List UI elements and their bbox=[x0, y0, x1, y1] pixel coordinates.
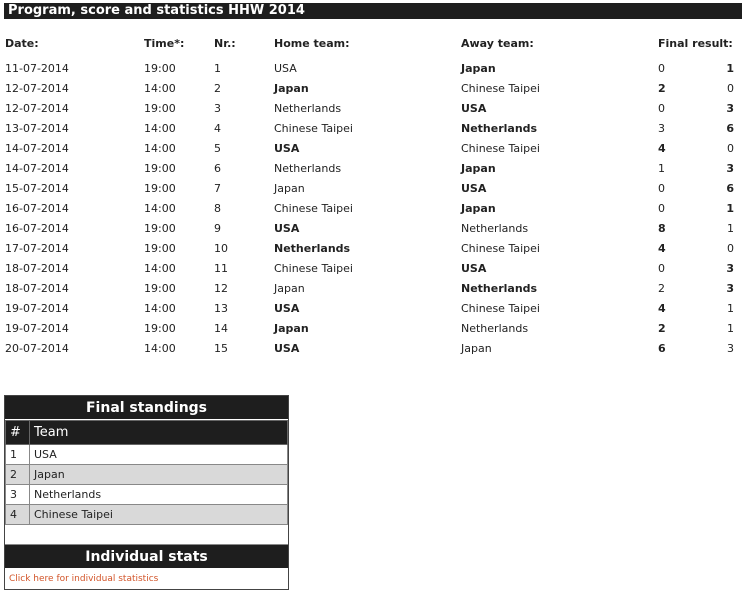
game-away-team: Netherlands bbox=[461, 322, 529, 335]
game-date: 12-07-2014 bbox=[5, 82, 69, 95]
table-row bbox=[0, 82, 742, 102]
game-date: 18-07-2014 bbox=[5, 262, 69, 275]
table-row bbox=[0, 122, 742, 142]
game-time: 14:00 bbox=[144, 202, 176, 215]
standings-team: Chinese Taipei bbox=[30, 505, 288, 525]
game-number: 6 bbox=[214, 162, 221, 175]
game-away-team: USA bbox=[461, 182, 487, 195]
game-home-team: USA bbox=[274, 342, 300, 355]
game-date: 17-07-2014 bbox=[5, 242, 69, 255]
table-row bbox=[0, 282, 742, 302]
game-time: 19:00 bbox=[144, 102, 176, 115]
game-home-team: USA bbox=[274, 302, 300, 315]
game-number: 5 bbox=[214, 142, 221, 155]
game-home-score: 2 bbox=[658, 322, 666, 335]
game-number: 1 bbox=[214, 62, 221, 75]
game-number: 13 bbox=[214, 302, 228, 315]
game-home-team: Chinese Taipei bbox=[274, 262, 353, 275]
game-home-team: USA bbox=[274, 62, 297, 75]
game-away-score: 1 bbox=[726, 202, 734, 215]
game-time: 14:00 bbox=[144, 122, 176, 135]
game-date: 16-07-2014 bbox=[5, 222, 69, 235]
game-time: 14:00 bbox=[144, 82, 176, 95]
game-number: 2 bbox=[214, 82, 221, 95]
table-row bbox=[0, 322, 742, 342]
game-home-team: Chinese Taipei bbox=[274, 202, 353, 215]
game-time: 14:00 bbox=[144, 262, 176, 275]
game-away-team: USA bbox=[461, 262, 487, 275]
game-away-score: 0 bbox=[727, 142, 734, 155]
table-row bbox=[0, 342, 742, 362]
table-row bbox=[0, 102, 742, 122]
game-away-score: 0 bbox=[727, 82, 734, 95]
game-away-score: 3 bbox=[726, 162, 734, 175]
game-away-score: 0 bbox=[727, 242, 734, 255]
game-number: 3 bbox=[214, 102, 221, 115]
game-home-team: Netherlands bbox=[274, 242, 351, 255]
table-row bbox=[0, 262, 742, 282]
game-home-team: USA bbox=[274, 222, 300, 235]
standings-rank: 3 bbox=[6, 485, 30, 505]
games-list bbox=[0, 62, 742, 362]
table-row bbox=[0, 222, 742, 242]
standings-row bbox=[6, 505, 288, 525]
standings-table bbox=[5, 420, 288, 525]
game-away-score: 1 bbox=[727, 322, 734, 335]
header-away-team: Away team: bbox=[461, 37, 534, 50]
standings-team: Japan bbox=[30, 465, 288, 485]
game-home-score: 8 bbox=[658, 222, 666, 235]
game-home-score: 6 bbox=[658, 342, 666, 355]
game-home-score: 0 bbox=[658, 182, 665, 195]
final-standings-title: Final standings bbox=[5, 396, 288, 420]
game-away-team: Chinese Taipei bbox=[461, 82, 540, 95]
standings-row bbox=[6, 445, 288, 465]
table-row bbox=[0, 62, 742, 82]
game-away-score: 3 bbox=[726, 262, 734, 275]
game-number: 12 bbox=[214, 282, 228, 295]
game-date: 14-07-2014 bbox=[5, 142, 69, 155]
standings-row bbox=[6, 485, 288, 505]
game-away-score: 1 bbox=[727, 222, 734, 235]
game-home-score: 0 bbox=[658, 62, 665, 75]
game-away-team: Japan bbox=[461, 62, 496, 75]
game-date: 19-07-2014 bbox=[5, 322, 69, 335]
game-home-score: 2 bbox=[658, 282, 665, 295]
game-date: 19-07-2014 bbox=[5, 302, 69, 315]
game-home-team: Chinese Taipei bbox=[274, 122, 353, 135]
header-nr: Nr.: bbox=[214, 37, 236, 50]
game-home-team: Netherlands bbox=[274, 102, 342, 115]
game-home-team: Japan bbox=[274, 82, 309, 95]
game-home-score: 0 bbox=[658, 262, 665, 275]
game-away-score: 1 bbox=[726, 62, 734, 75]
game-away-score: 6 bbox=[726, 122, 734, 135]
game-time: 19:00 bbox=[144, 242, 176, 255]
game-away-team: USA bbox=[461, 102, 487, 115]
game-away-score: 3 bbox=[726, 102, 734, 115]
game-away-team: Netherlands bbox=[461, 122, 538, 135]
table-row bbox=[0, 242, 742, 262]
game-away-team: Chinese Taipei bbox=[461, 242, 540, 255]
game-date: 13-07-2014 bbox=[5, 122, 69, 135]
game-number: 14 bbox=[214, 322, 228, 335]
standings-spacer bbox=[5, 525, 288, 545]
game-away-team: Japan bbox=[461, 202, 496, 215]
game-away-score: 3 bbox=[727, 342, 734, 355]
game-away-team: Japan bbox=[461, 162, 496, 175]
header-date: Date: bbox=[5, 37, 39, 50]
game-time: 19:00 bbox=[144, 182, 176, 195]
game-home-team: Japan bbox=[274, 282, 305, 295]
game-home-score: 4 bbox=[658, 142, 666, 155]
game-time: 19:00 bbox=[144, 322, 176, 335]
game-away-team: Netherlands bbox=[461, 222, 529, 235]
standings-header-team: Team bbox=[30, 421, 288, 445]
individual-stats-link-row bbox=[5, 569, 288, 589]
game-date: 12-07-2014 bbox=[5, 102, 69, 115]
table-row bbox=[0, 202, 742, 222]
game-date: 18-07-2014 bbox=[5, 282, 69, 295]
header-final-result: Final result: bbox=[658, 37, 733, 50]
game-date: 16-07-2014 bbox=[5, 202, 69, 215]
game-away-score: 6 bbox=[726, 182, 734, 195]
game-time: 19:00 bbox=[144, 162, 176, 175]
game-away-team: Chinese Taipei bbox=[461, 142, 540, 155]
standings-rank: 4 bbox=[6, 505, 30, 525]
table-row bbox=[0, 302, 742, 322]
game-home-score: 1 bbox=[658, 162, 665, 175]
final-standings-panel bbox=[4, 395, 289, 590]
game-number: 4 bbox=[214, 122, 221, 135]
game-home-team: USA bbox=[274, 142, 300, 155]
standings-header-rank: # bbox=[6, 421, 30, 445]
game-home-team: Japan bbox=[274, 182, 305, 195]
game-home-score: 4 bbox=[658, 302, 666, 315]
table-row bbox=[0, 182, 742, 202]
game-home-score: 0 bbox=[658, 202, 665, 215]
game-home-score: 2 bbox=[658, 82, 666, 95]
standings-team: Netherlands bbox=[30, 485, 288, 505]
game-time: 14:00 bbox=[144, 342, 176, 355]
game-date: 15-07-2014 bbox=[5, 182, 69, 195]
individual-stats-link[interactable]: Click here for individual statistics bbox=[9, 574, 159, 584]
game-time: 14:00 bbox=[144, 302, 176, 315]
game-time: 19:00 bbox=[144, 62, 176, 75]
game-away-team: Chinese Taipei bbox=[461, 302, 540, 315]
game-away-team: Netherlands bbox=[461, 282, 538, 295]
individual-stats-title: Individual stats bbox=[5, 545, 288, 569]
game-number: 7 bbox=[214, 182, 221, 195]
standings-rank: 1 bbox=[6, 445, 30, 465]
game-home-team: Japan bbox=[274, 322, 309, 335]
game-number: 9 bbox=[214, 222, 221, 235]
game-date: 11-07-2014 bbox=[5, 62, 69, 75]
game-home-score: 3 bbox=[658, 122, 665, 135]
game-number: 11 bbox=[214, 262, 228, 275]
game-home-score: 0 bbox=[658, 102, 665, 115]
game-number: 15 bbox=[214, 342, 228, 355]
game-time: 14:00 bbox=[144, 142, 176, 155]
page-title: Program, score and statistics HHW 2014 bbox=[4, 3, 742, 19]
header-time: Time*: bbox=[144, 37, 185, 50]
game-number: 8 bbox=[214, 202, 221, 215]
standings-row bbox=[6, 465, 288, 485]
game-number: 10 bbox=[214, 242, 228, 255]
game-date: 14-07-2014 bbox=[5, 162, 69, 175]
game-away-team: Japan bbox=[461, 342, 492, 355]
games-table-header bbox=[0, 37, 742, 51]
table-row bbox=[0, 162, 742, 182]
game-away-score: 1 bbox=[727, 302, 734, 315]
game-time: 19:00 bbox=[144, 222, 176, 235]
table-row bbox=[0, 142, 742, 162]
standings-rank: 2 bbox=[6, 465, 30, 485]
header-home-team: Home team: bbox=[274, 37, 350, 50]
standings-team: USA bbox=[30, 445, 288, 465]
game-home-score: 4 bbox=[658, 242, 666, 255]
game-home-team: Netherlands bbox=[274, 162, 342, 175]
game-time: 19:00 bbox=[144, 282, 176, 295]
game-date: 20-07-2014 bbox=[5, 342, 69, 355]
game-away-score: 3 bbox=[726, 282, 734, 295]
